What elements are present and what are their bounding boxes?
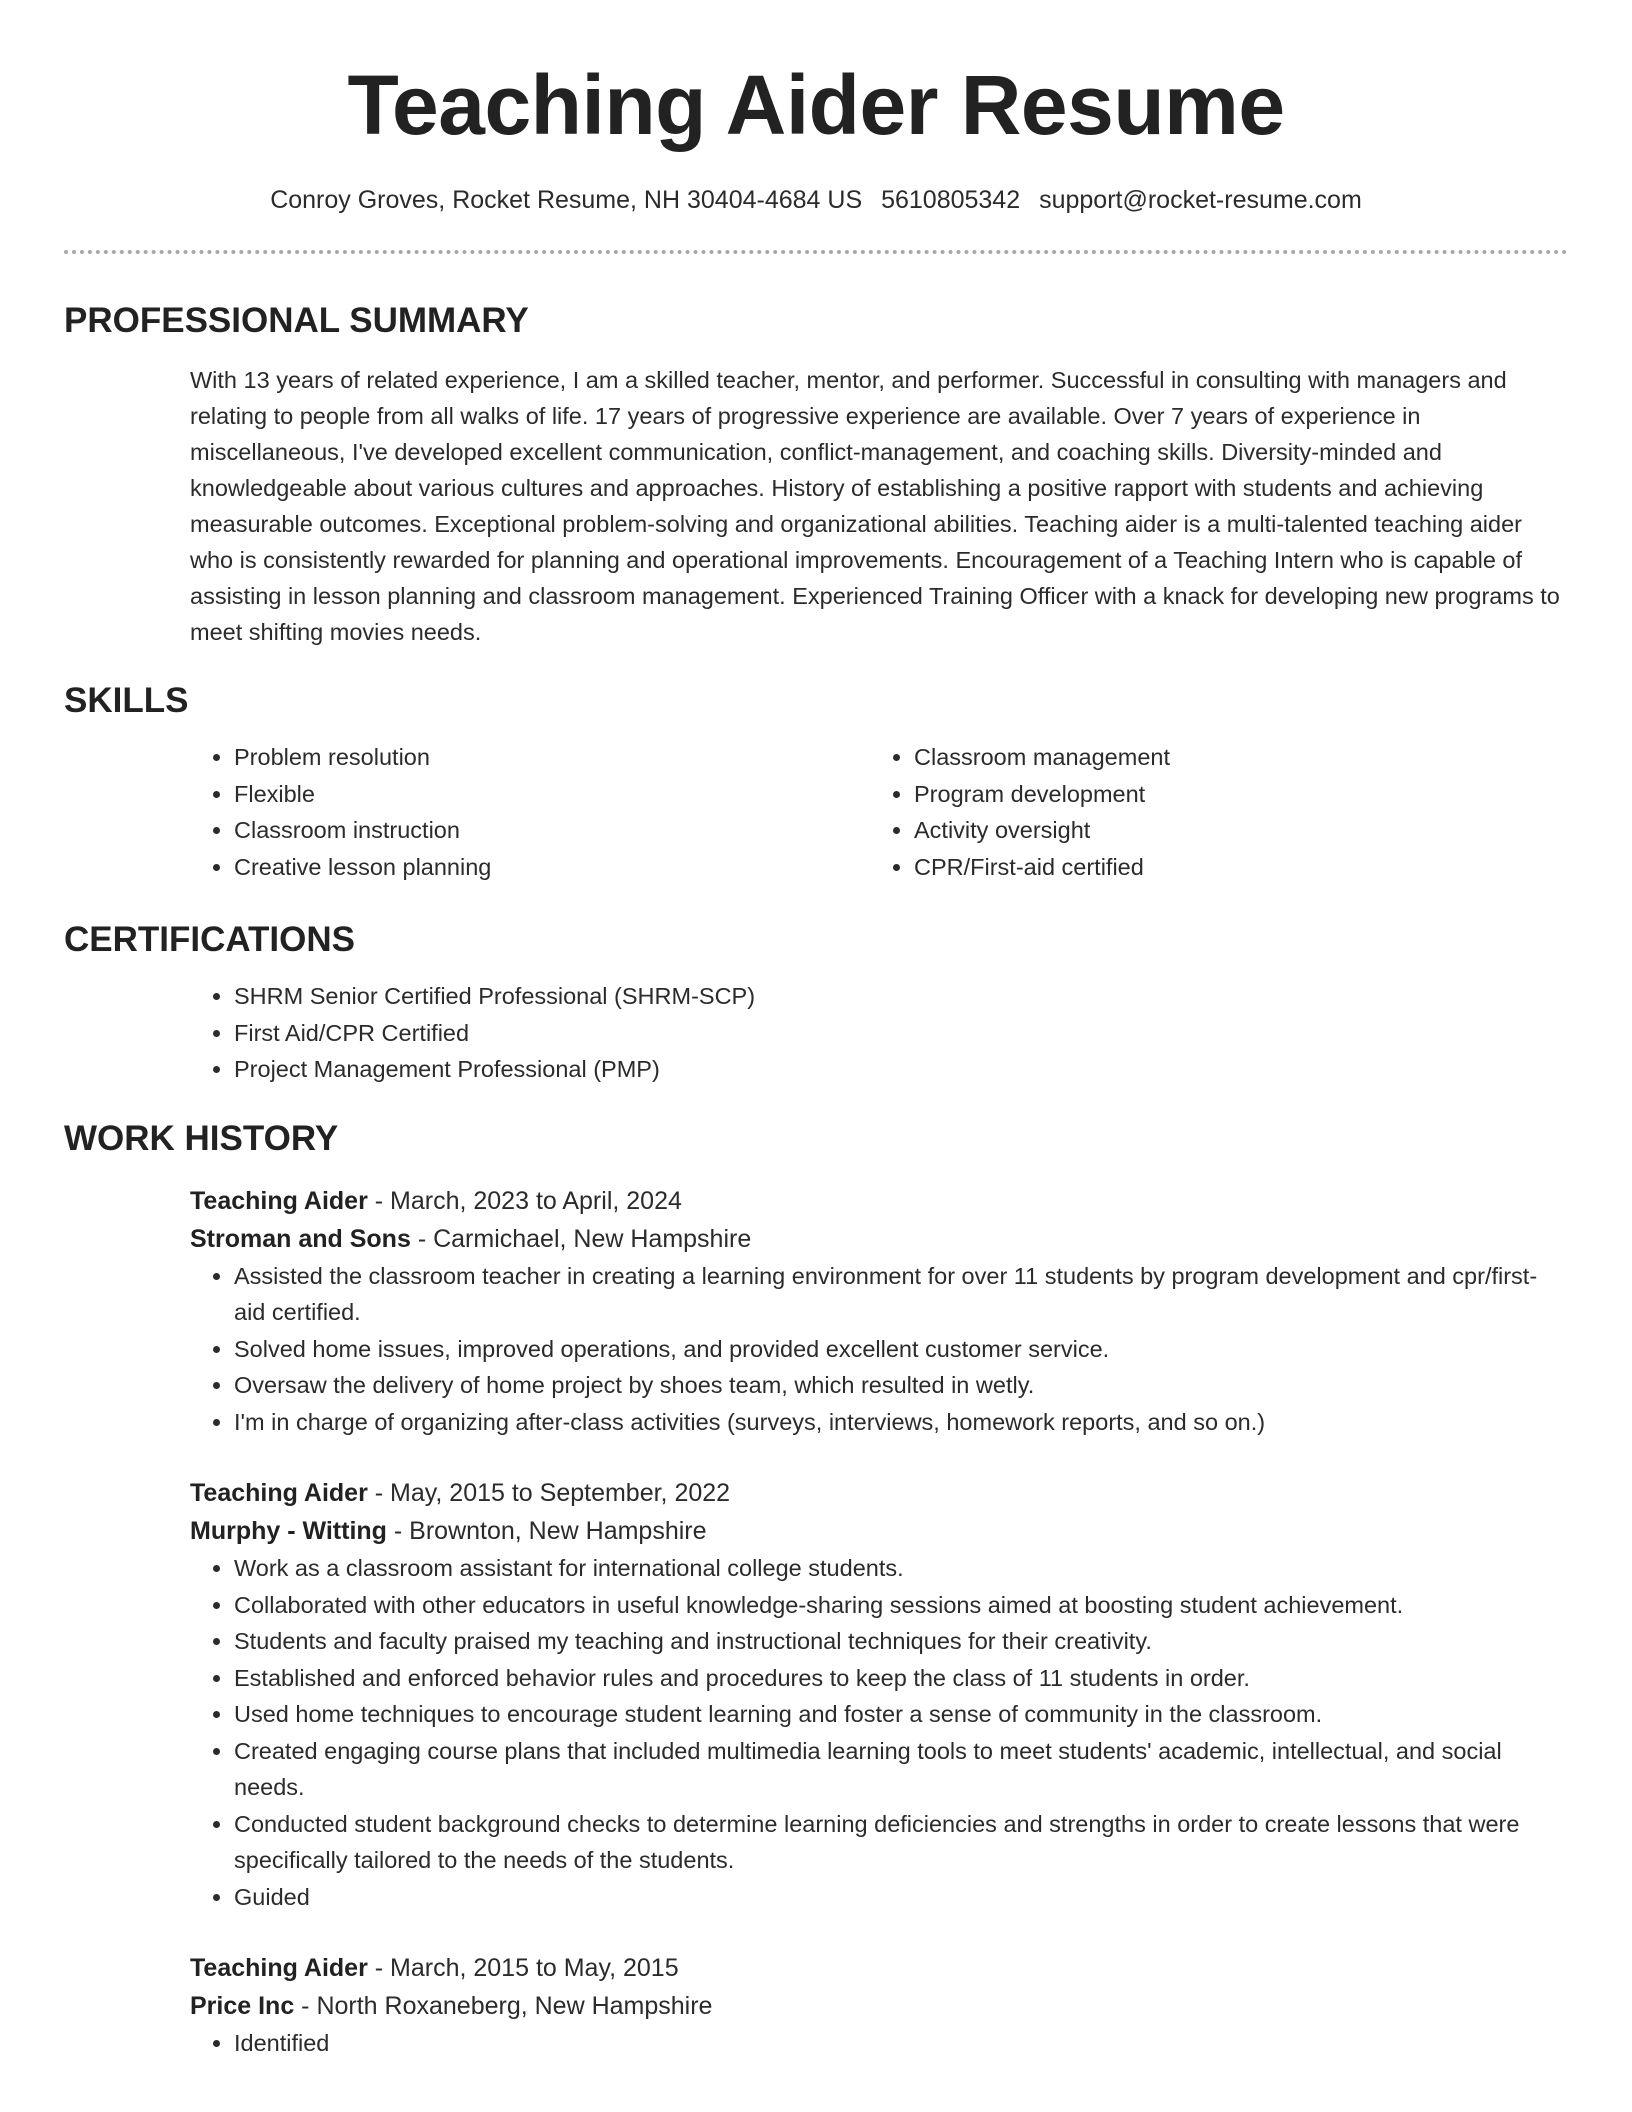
job-title: Teaching Aider: [190, 1479, 368, 1507]
job-dates: - March, 2023 to April, 2024: [367, 1186, 682, 1215]
job-dates: - March, 2015 to May, 2015: [367, 1954, 679, 1982]
job-location: - Brownton, New Hampshire: [386, 1517, 707, 1545]
job-company: Murphy - Witting: [190, 1517, 387, 1545]
contact-phone: 5610805342: [881, 186, 1021, 214]
skill-item: • Program development: [914, 776, 1550, 813]
resume-page: [64, 0, 1568, 2062]
skill-item: • CPR/First-aid certified: [914, 849, 1550, 886]
job-entry: [190, 1474, 1568, 1915]
summary-heading: PROFESSIONAL SUMMARY: [64, 301, 529, 340]
skills-list: [190, 739, 1568, 885]
work-history-heading: WORK HISTORY: [64, 1118, 339, 1158]
job-duty: • Guided: [234, 1879, 1568, 1916]
skills-column-right: [870, 739, 1550, 885]
job-company-line: [190, 1987, 1568, 2025]
job-entry: [190, 1949, 1568, 2062]
job-title: Teaching Aider: [190, 1186, 368, 1215]
job-dates: - May, 2015 to September, 2022: [367, 1479, 731, 1507]
contact-email: support@rocket-resume.com: [1039, 186, 1362, 214]
skill-item: • Classroom instruction: [234, 812, 870, 849]
job-duties: [190, 1258, 1568, 1441]
skill-item: • Classroom management: [914, 739, 1550, 776]
certification-item: • SHRM Senior Certified Professional (SHRM-SCP): [234, 978, 1568, 1015]
job-duty: • I'm in charge of organizing after-class activities (surveys, interviews, homework reports, and so on.): [234, 1404, 1568, 1441]
header-divider: [64, 250, 1568, 254]
certifications-list: [190, 978, 1568, 1088]
job-duty: • Used home techniques to encourage student learning and foster a sense of community in the classroom.: [234, 1696, 1568, 1733]
job-title-line: [190, 1474, 1568, 1512]
job-duty: • Conducted student background checks to determine learning deficiencies and strengths in order to create lessons that were specifically tailored to the needs of the students.: [234, 1806, 1568, 1879]
job-duty: • Established and enforced behavior rules and procedures to keep the class of 11 students in order.: [234, 1660, 1568, 1697]
job-duty: • Work as a classroom assistant for international college students.: [234, 1550, 1568, 1587]
skill-item: • Problem resolution: [234, 739, 870, 776]
job-duty: • Students and faculty praised my teaching and instructional techniques for their creativity.: [234, 1623, 1568, 1660]
job-company: Price Inc: [190, 1992, 295, 2020]
job-duty: • Identified: [234, 2025, 1568, 2062]
skill-item: • Activity oversight: [914, 812, 1550, 849]
skill-item: • Creative lesson planning: [234, 849, 870, 886]
job-location: - Carmichael, New Hampshire: [410, 1224, 752, 1253]
contact-address: Conroy Groves, Rocket Resume, NH 30404-4684 US: [270, 186, 863, 214]
job-title: Teaching Aider: [190, 1954, 368, 1982]
job-title-line: [190, 1949, 1568, 1987]
certification-item: • First Aid/CPR Certified: [234, 1015, 1568, 1052]
certification-item: • Project Management Professional (PMP): [234, 1051, 1568, 1088]
skill-item: • Flexible: [234, 776, 870, 813]
resume-title: Teaching Aider Resume: [347, 58, 1285, 152]
job-duty: • Collaborated with other educators in useful knowledge-sharing sessions aimed at boosting student achievement.: [234, 1587, 1568, 1624]
contact-line: [64, 184, 1568, 216]
job-duty: • Created engaging course plans that included multimedia learning tools to meet students' academic, intellectual, and social needs.: [234, 1733, 1568, 1806]
job-duty: • Solved home issues, improved operations, and provided excellent customer service.: [234, 1331, 1568, 1368]
skills-column-left: [190, 739, 870, 885]
job-duty: • Assisted the classroom teacher in creating a learning environment for over 11 students by program development and cpr/first-aid certified.: [234, 1258, 1568, 1331]
job-duties: [190, 1550, 1568, 1915]
job-company-line: [190, 1512, 1568, 1550]
job-title-line: [190, 1182, 1568, 1220]
job-duties: [190, 2025, 1568, 2062]
skills-heading: SKILLS: [64, 681, 189, 720]
job-location: - North Roxaneberg, New Hampshire: [294, 1992, 713, 2020]
job-entry: [190, 1182, 1568, 1441]
certifications-heading: CERTIFICATIONS: [64, 920, 356, 959]
summary-text: With 13 years of related experience, I am a skilled teacher, mentor, and performer. Successful in consulting with managers and relating to people from all walks of life. 17 years of progressive experience are available. Over 7 years of experience in miscellaneous, I've developed excellent communication, conflict-management, and coaching skills. Diversity-minded and knowledgeable about various cultures and approaches. History of establishing a positive rapport with students and achieving measurable outcomes. Exceptional problem-solving and organizational abilities. Teaching aider is a multi-talented teaching aider who is consistently rewarded for planning and operational improvements. Encouragement of a Teaching Intern who is capable of assisting in lesson planning and classroom management. Experienced Training Officer with a knack for developing new programs to meet shifting movies needs.: [190, 367, 1560, 645]
job-duty: • Oversaw the delivery of home project by shoes team, which resulted in wetly.: [234, 1367, 1568, 1404]
job-company-line: [190, 1220, 1568, 1258]
job-company: Stroman and Sons: [190, 1224, 411, 1253]
